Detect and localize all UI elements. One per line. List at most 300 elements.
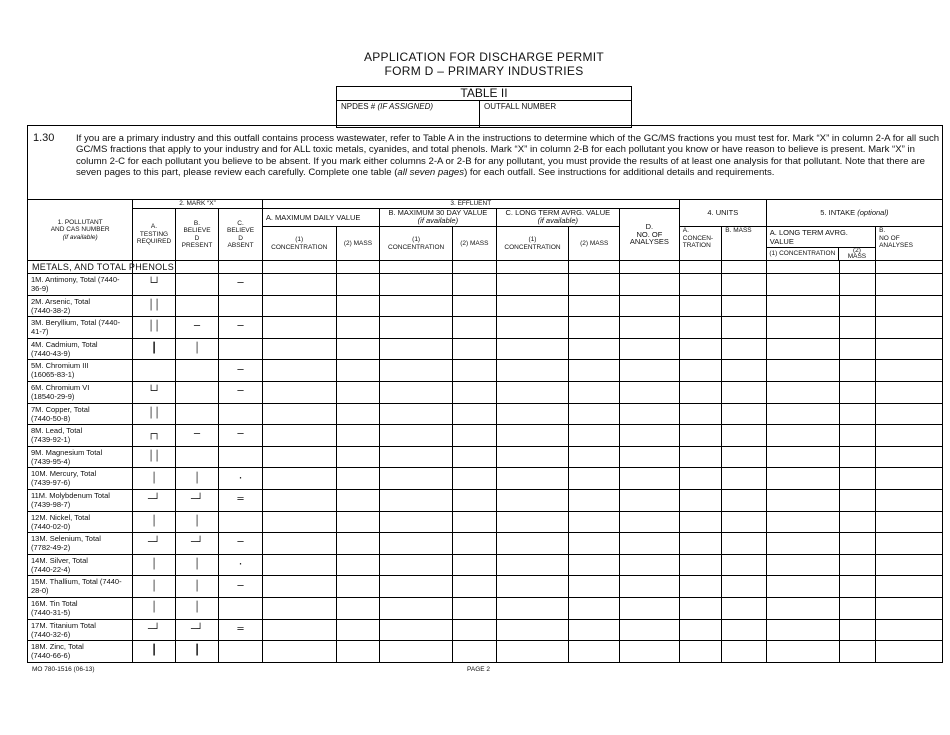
eff-b-mass-input[interactable] bbox=[453, 468, 497, 490]
intake-mass-input[interactable] bbox=[839, 274, 875, 296]
units-mass-input[interactable] bbox=[722, 274, 767, 296]
eff-b-mass-input[interactable] bbox=[453, 533, 497, 555]
eff-a-mass-input[interactable] bbox=[336, 554, 380, 576]
mark-c-cell[interactable] bbox=[219, 468, 263, 490]
eff-c-conc-input[interactable] bbox=[496, 511, 569, 533]
eff-a-mass-input[interactable] bbox=[336, 619, 380, 641]
mark-b-cell[interactable] bbox=[175, 597, 219, 619]
eff-a-mass-input[interactable] bbox=[336, 425, 380, 447]
eff-c-conc-1: (1) bbox=[528, 236, 537, 243]
eff-c-conc-input[interactable] bbox=[496, 641, 569, 663]
eff-c-mass-input[interactable] bbox=[569, 468, 620, 490]
eff-b-mass-input[interactable] bbox=[453, 403, 497, 425]
intake-mass-input[interactable] bbox=[839, 511, 875, 533]
eff-analyses-input[interactable] bbox=[620, 274, 680, 296]
eff-c-conc-input[interactable] bbox=[496, 468, 569, 490]
eff-c-conc-input[interactable] bbox=[496, 489, 569, 511]
units-mass-input[interactable] bbox=[722, 511, 767, 533]
eff-c-conc-input[interactable] bbox=[496, 317, 569, 339]
mark-c-cell[interactable] bbox=[219, 576, 263, 598]
units-mass-input[interactable] bbox=[722, 468, 767, 490]
eff-a-mass-input[interactable] bbox=[336, 533, 380, 555]
eff-a-mass-input[interactable] bbox=[336, 597, 380, 619]
mark-b-cell[interactable] bbox=[175, 381, 219, 403]
eff-c-mass-input[interactable] bbox=[569, 425, 620, 447]
intake-mass-input[interactable] bbox=[839, 641, 875, 663]
units-mass-input[interactable] bbox=[722, 489, 767, 511]
eff-a-conc-input[interactable] bbox=[262, 274, 336, 296]
mark-c-cell[interactable] bbox=[219, 317, 263, 339]
eff-c-mass-input[interactable] bbox=[569, 360, 620, 382]
pollutant-name-line1: 15M. Thallium, Total (7440- bbox=[31, 577, 122, 587]
eff-c-mass-input[interactable] bbox=[569, 576, 620, 598]
units-mass-input[interactable] bbox=[722, 446, 767, 468]
eff-analyses-input[interactable] bbox=[620, 576, 680, 598]
pollutant-name-line2: (7439-92-1) bbox=[31, 435, 71, 445]
eff-analyses-input[interactable] bbox=[620, 468, 680, 490]
mark-b-cell[interactable] bbox=[175, 641, 219, 663]
mark-b-cell[interactable] bbox=[175, 489, 219, 511]
intake-mass-input[interactable] bbox=[839, 468, 875, 490]
eff-a-conc-input[interactable] bbox=[262, 360, 336, 382]
units-conc-input[interactable] bbox=[679, 446, 722, 468]
intake-mass-input[interactable] bbox=[839, 295, 875, 317]
col-pollutant-line1: 1. POLLUTANT bbox=[57, 218, 103, 226]
eff-a-mass-input[interactable] bbox=[336, 360, 380, 382]
eff-b-mass-input[interactable] bbox=[453, 489, 497, 511]
intake-conc-input[interactable] bbox=[766, 338, 839, 360]
eff-b-conc-input[interactable] bbox=[380, 641, 453, 663]
eff-b-conc-input[interactable] bbox=[380, 489, 453, 511]
eff-analyses-input[interactable] bbox=[620, 360, 680, 382]
eff-c-mass-input[interactable] bbox=[569, 619, 620, 641]
eff-c-mass-input[interactable] bbox=[569, 274, 620, 296]
mark-a-cell[interactable] bbox=[133, 338, 176, 360]
units-conc-input[interactable] bbox=[679, 295, 722, 317]
intake-conc-input[interactable] bbox=[766, 597, 839, 619]
eff-c-mass-input[interactable] bbox=[569, 317, 620, 339]
mark-c-cell[interactable] bbox=[219, 425, 263, 447]
mark-c-cell[interactable] bbox=[219, 338, 263, 360]
eff-a-mass-input[interactable] bbox=[336, 641, 380, 663]
mark-b-cell[interactable] bbox=[175, 554, 219, 576]
eff-c-conc-input[interactable] bbox=[496, 533, 569, 555]
units-mass-input[interactable] bbox=[722, 403, 767, 425]
mark-c-cell[interactable] bbox=[219, 533, 263, 555]
intake-analyses-input[interactable] bbox=[876, 554, 943, 576]
col-units-mass: B. MASS bbox=[722, 227, 767, 261]
intake-conc-input[interactable] bbox=[766, 403, 839, 425]
eff-analyses-input[interactable] bbox=[620, 619, 680, 641]
units-mass-input[interactable] bbox=[722, 554, 767, 576]
units-conc-input[interactable] bbox=[679, 317, 722, 339]
intake-mass-input[interactable] bbox=[839, 489, 875, 511]
eff-b-conc-input[interactable] bbox=[380, 360, 453, 382]
intake-mass-input[interactable] bbox=[839, 381, 875, 403]
outfall-number-field[interactable] bbox=[480, 101, 560, 127]
eff-c-conc-input[interactable] bbox=[496, 295, 569, 317]
pollutant-name-line1: 17M. Titanium Total bbox=[31, 620, 96, 630]
intake-conc-input[interactable] bbox=[766, 381, 839, 403]
eff-a-conc-input[interactable] bbox=[262, 533, 336, 555]
eff-a-conc-input[interactable] bbox=[262, 446, 336, 468]
eff-a-mass-input[interactable] bbox=[336, 489, 380, 511]
eff-c-conc-input[interactable] bbox=[496, 274, 569, 296]
eff-c-mass-input[interactable] bbox=[569, 489, 620, 511]
intake-analyses-input[interactable] bbox=[876, 381, 943, 403]
eff-c-conc-input[interactable] bbox=[496, 338, 569, 360]
mark-b-cell[interactable] bbox=[175, 317, 219, 339]
units-conc-input[interactable] bbox=[679, 489, 722, 511]
mark-a-cell[interactable] bbox=[133, 576, 176, 598]
units-conc-input[interactable] bbox=[679, 338, 722, 360]
eff-a-mass-input[interactable] bbox=[336, 576, 380, 598]
col-units-conc bbox=[679, 227, 722, 261]
units-conc-input[interactable] bbox=[679, 425, 722, 447]
mark-b-cell[interactable] bbox=[175, 403, 219, 425]
eff-c-conc-input[interactable] bbox=[496, 425, 569, 447]
eff-c-mass-input[interactable] bbox=[569, 295, 620, 317]
mark-a-cell[interactable] bbox=[133, 641, 176, 663]
eff-analyses-input[interactable] bbox=[620, 403, 680, 425]
instructions-number: 1.30 bbox=[33, 132, 55, 144]
eff-b-conc-input[interactable] bbox=[380, 295, 453, 317]
intake-analyses-input[interactable] bbox=[876, 619, 943, 641]
eff-a-mass-input[interactable] bbox=[336, 446, 380, 468]
units-mass-input[interactable] bbox=[722, 317, 767, 339]
units-mass-input[interactable] bbox=[722, 338, 767, 360]
intake-conc-input[interactable] bbox=[766, 295, 839, 317]
eff-c-mass-input[interactable] bbox=[569, 641, 620, 663]
eff-b-conc-input[interactable] bbox=[380, 533, 453, 555]
units-mass-input[interactable] bbox=[722, 576, 767, 598]
eff-a-conc-input[interactable] bbox=[262, 597, 336, 619]
mark-a-cell[interactable] bbox=[133, 425, 176, 447]
eff-a-conc-input[interactable] bbox=[262, 489, 336, 511]
units-conc-input[interactable] bbox=[679, 511, 722, 533]
eff-c-conc-input[interactable] bbox=[496, 576, 569, 598]
intake-conc-input[interactable] bbox=[766, 425, 839, 447]
eff-b-conc-input[interactable] bbox=[380, 576, 453, 598]
section-fill-5 bbox=[336, 261, 380, 274]
eff-analyses-input[interactable] bbox=[620, 554, 680, 576]
mark-c-cell[interactable] bbox=[219, 403, 263, 425]
eff-a-conc-input[interactable] bbox=[262, 641, 336, 663]
mark-b-cell[interactable] bbox=[175, 360, 219, 382]
intake-mass-input[interactable] bbox=[839, 533, 875, 555]
intake-analyses-input[interactable] bbox=[876, 274, 943, 296]
eff-analyses-input[interactable] bbox=[620, 381, 680, 403]
mark-a-cell[interactable] bbox=[133, 489, 176, 511]
units-a-line2: CONCEN- bbox=[682, 234, 714, 242]
eff-b-conc-input[interactable] bbox=[380, 403, 453, 425]
pollutant-name-line2: (7440-32-6) bbox=[31, 629, 71, 639]
eff-c-conc-input[interactable] bbox=[496, 403, 569, 425]
eff-a-mass-input[interactable] bbox=[336, 403, 380, 425]
eff-analyses-input[interactable] bbox=[620, 641, 680, 663]
intake-conc-input[interactable] bbox=[766, 554, 839, 576]
eff-analyses-input[interactable] bbox=[620, 446, 680, 468]
mark-a-cell[interactable] bbox=[133, 360, 176, 382]
eff-c-mass-input[interactable] bbox=[569, 381, 620, 403]
eff-c-mass-input[interactable] bbox=[569, 446, 620, 468]
units-conc-input[interactable] bbox=[679, 274, 722, 296]
eff-a-conc-input[interactable] bbox=[262, 295, 336, 317]
eff-a-mass-input[interactable] bbox=[336, 338, 380, 360]
mark-a-cell[interactable] bbox=[133, 274, 176, 296]
mark-c-value: ═ bbox=[237, 623, 244, 635]
intake-analyses-input[interactable] bbox=[876, 597, 943, 619]
eff-a-mass-input[interactable] bbox=[336, 381, 380, 403]
mark-a-cell[interactable] bbox=[133, 597, 176, 619]
eff-b-mass-input[interactable] bbox=[453, 338, 497, 360]
units-mass-input[interactable] bbox=[722, 381, 767, 403]
mark-b-cell[interactable] bbox=[175, 619, 219, 641]
eff-a-conc-input[interactable] bbox=[262, 317, 336, 339]
intake-analyses-input[interactable] bbox=[876, 425, 943, 447]
eff-b-mass-input[interactable] bbox=[453, 425, 497, 447]
intake-mass-input[interactable] bbox=[839, 619, 875, 641]
eff-b-conc-input[interactable] bbox=[380, 425, 453, 447]
eff-a-conc-input[interactable] bbox=[262, 511, 336, 533]
eff-b-mass-input[interactable] bbox=[453, 274, 497, 296]
eff-b-conc-input[interactable] bbox=[380, 511, 453, 533]
mark-a-cell[interactable] bbox=[133, 511, 176, 533]
intake-conc-input[interactable] bbox=[766, 446, 839, 468]
mark-a-value: ││ bbox=[147, 407, 161, 419]
mark-c-cell[interactable] bbox=[219, 641, 263, 663]
col-mark-x-header: 2. MARK “X” bbox=[133, 200, 263, 209]
intake-mass-input[interactable] bbox=[839, 317, 875, 339]
eff-b-conc-input[interactable] bbox=[380, 597, 453, 619]
mark-b-cell[interactable] bbox=[175, 511, 219, 533]
mark-a-value: │ bbox=[150, 472, 158, 484]
intake-mass-input[interactable] bbox=[839, 360, 875, 382]
eff-analyses-input[interactable] bbox=[620, 317, 680, 339]
eff-c-conc-input[interactable] bbox=[496, 597, 569, 619]
intake-conc-input[interactable] bbox=[766, 468, 839, 490]
mark-b-cell[interactable] bbox=[175, 468, 219, 490]
eff-analyses-input[interactable] bbox=[620, 511, 680, 533]
eff-analyses-input[interactable] bbox=[620, 597, 680, 619]
intake-conc-input[interactable] bbox=[766, 576, 839, 598]
units-mass-input[interactable] bbox=[722, 641, 767, 663]
eff-a-conc-input[interactable] bbox=[262, 338, 336, 360]
eff-c-mass-input[interactable] bbox=[569, 533, 620, 555]
intake-analyses-input[interactable] bbox=[876, 468, 943, 490]
eff-b-conc-input[interactable] bbox=[380, 338, 453, 360]
pollutant-name-cell bbox=[28, 381, 133, 403]
eff-analyses-input[interactable] bbox=[620, 425, 680, 447]
eff-a-mass-input[interactable] bbox=[336, 295, 380, 317]
mark-c-cell[interactable] bbox=[219, 511, 263, 533]
eff-a-mass-input[interactable] bbox=[336, 511, 380, 533]
intake-mass-input[interactable] bbox=[839, 576, 875, 598]
col-intake-a bbox=[766, 227, 875, 261]
intake-analyses-input[interactable] bbox=[876, 511, 943, 533]
units-conc-input[interactable] bbox=[679, 619, 722, 641]
eff-a-mass-input[interactable] bbox=[336, 468, 380, 490]
intake-analyses-input[interactable] bbox=[876, 338, 943, 360]
eff-b-mass-input[interactable] bbox=[453, 576, 497, 598]
units-conc-input[interactable] bbox=[679, 533, 722, 555]
mark-a-cell[interactable] bbox=[133, 446, 176, 468]
mark-b-cell[interactable] bbox=[175, 338, 219, 360]
mark-c-value: ─ bbox=[237, 321, 244, 333]
units-mass-input[interactable] bbox=[722, 619, 767, 641]
mark-c-cell[interactable] bbox=[219, 274, 263, 296]
intake-mass-input[interactable] bbox=[839, 597, 875, 619]
intake-analyses-input[interactable] bbox=[876, 295, 943, 317]
eff-c-mass-input[interactable] bbox=[569, 511, 620, 533]
intake-mass-input[interactable] bbox=[839, 403, 875, 425]
units-conc-input[interactable] bbox=[679, 468, 722, 490]
eff-b-mass-input[interactable] bbox=[453, 554, 497, 576]
eff-c-mass-input[interactable] bbox=[569, 403, 620, 425]
units-mass-input[interactable] bbox=[722, 533, 767, 555]
eff-b-mass-input[interactable] bbox=[453, 511, 497, 533]
pollutant-name-cell bbox=[28, 619, 133, 641]
eff-a-mass-input[interactable] bbox=[336, 317, 380, 339]
pollutant-name-line1: 9M. Magnesium Total bbox=[31, 447, 103, 457]
eff-analyses-input[interactable] bbox=[620, 295, 680, 317]
mark-b-value: ─┘ bbox=[190, 537, 204, 549]
mark-c-cell[interactable] bbox=[219, 597, 263, 619]
mark-b-cell[interactable] bbox=[175, 446, 219, 468]
units-conc-input[interactable] bbox=[679, 360, 722, 382]
eff-b-mass-input[interactable] bbox=[453, 295, 497, 317]
mark-a-cell[interactable] bbox=[133, 468, 176, 490]
units-conc-input[interactable] bbox=[679, 381, 722, 403]
intake-conc-input[interactable] bbox=[766, 317, 839, 339]
eff-b-conc-input[interactable] bbox=[380, 381, 453, 403]
mark-c-cell[interactable] bbox=[219, 489, 263, 511]
intake-mass-input[interactable] bbox=[839, 338, 875, 360]
intake-mass-input[interactable] bbox=[839, 446, 875, 468]
intake-analyses-input[interactable] bbox=[876, 360, 943, 382]
pollutant-name-cell bbox=[28, 533, 133, 555]
eff-a-conc-input[interactable] bbox=[262, 381, 336, 403]
eff-c-conc-input[interactable] bbox=[496, 381, 569, 403]
mark-b-cell[interactable] bbox=[175, 425, 219, 447]
eff-a-conc-input[interactable] bbox=[262, 468, 336, 490]
eff-analyses-input[interactable] bbox=[620, 489, 680, 511]
eff-analyses-input[interactable] bbox=[620, 338, 680, 360]
intake-conc-input[interactable] bbox=[766, 533, 839, 555]
units-conc-input[interactable] bbox=[679, 597, 722, 619]
eff-a-conc-input[interactable] bbox=[262, 576, 336, 598]
eff-analyses-input[interactable] bbox=[620, 533, 680, 555]
mark-c-cell[interactable] bbox=[219, 295, 263, 317]
units-conc-input[interactable] bbox=[679, 576, 722, 598]
eff-b-mass-input[interactable] bbox=[453, 619, 497, 641]
mark-c-cell[interactable] bbox=[219, 619, 263, 641]
mark-c-cell[interactable] bbox=[219, 360, 263, 382]
mark-b-cell[interactable] bbox=[175, 274, 219, 296]
intake-mass-input[interactable] bbox=[839, 425, 875, 447]
eff-c-mass-input[interactable] bbox=[569, 338, 620, 360]
col-eff-c-mass: (2) MASS bbox=[569, 227, 620, 261]
eff-b-conc-1: (1) bbox=[412, 236, 421, 243]
mark-b-cell[interactable] bbox=[175, 295, 219, 317]
eff-c-conc-input[interactable] bbox=[496, 360, 569, 382]
eff-b-mass-input[interactable] bbox=[453, 381, 497, 403]
mark-c-line1: C. bbox=[237, 219, 244, 227]
eff-a-conc-input[interactable] bbox=[262, 403, 336, 425]
intake-conc-input[interactable] bbox=[766, 360, 839, 382]
eff-c-conc-input[interactable] bbox=[496, 619, 569, 641]
eff-b-mass-input[interactable] bbox=[453, 641, 497, 663]
eff-a-conc-input[interactable] bbox=[262, 619, 336, 641]
eff-c-conc-input[interactable] bbox=[496, 554, 569, 576]
eff-a-mass-input[interactable] bbox=[336, 274, 380, 296]
intake-conc-input[interactable] bbox=[766, 274, 839, 296]
units-mass-input[interactable] bbox=[722, 295, 767, 317]
intake-analyses-input[interactable] bbox=[876, 446, 943, 468]
eff-b-mass-input[interactable] bbox=[453, 446, 497, 468]
eff-b-conc-input[interactable] bbox=[380, 274, 453, 296]
units-conc-input[interactable] bbox=[679, 554, 722, 576]
mark-a-cell[interactable] bbox=[133, 619, 176, 641]
mark-a-cell[interactable] bbox=[133, 381, 176, 403]
intake-mass-input[interactable] bbox=[839, 554, 875, 576]
mark-b-cell[interactable] bbox=[175, 533, 219, 555]
mark-a-cell[interactable] bbox=[133, 554, 176, 576]
pollutant-name-cell bbox=[28, 446, 133, 468]
npdes-field[interactable] bbox=[337, 101, 480, 127]
mark-c-cell[interactable] bbox=[219, 446, 263, 468]
eff-a-conc-input[interactable] bbox=[262, 554, 336, 576]
intake-conc-input[interactable] bbox=[766, 489, 839, 511]
eff-b-conc-input[interactable] bbox=[380, 446, 453, 468]
mark-c-cell[interactable] bbox=[219, 554, 263, 576]
intake-conc-input[interactable] bbox=[766, 641, 839, 663]
mark-a-cell[interactable] bbox=[133, 403, 176, 425]
units-conc-input[interactable] bbox=[679, 403, 722, 425]
intake-conc-input[interactable] bbox=[766, 619, 839, 641]
intake-conc-input[interactable] bbox=[766, 511, 839, 533]
units-mass-input[interactable] bbox=[722, 425, 767, 447]
intake-analyses-input[interactable] bbox=[876, 403, 943, 425]
eff-b-conc-input[interactable] bbox=[380, 619, 453, 641]
eff-b-mass-input[interactable] bbox=[453, 317, 497, 339]
mark-a-cell[interactable] bbox=[133, 295, 176, 317]
mark-a-cell[interactable] bbox=[133, 533, 176, 555]
mark-a-cell[interactable] bbox=[133, 317, 176, 339]
mark-c-cell[interactable] bbox=[219, 381, 263, 403]
mark-b-cell[interactable] bbox=[175, 576, 219, 598]
mark-b-value: │ bbox=[193, 515, 201, 527]
units-conc-input[interactable] bbox=[679, 641, 722, 663]
eff-c-mass-input[interactable] bbox=[569, 554, 620, 576]
intake-analyses-input[interactable] bbox=[876, 641, 943, 663]
eff-b-mass-input[interactable] bbox=[453, 597, 497, 619]
eff-b-conc-input[interactable] bbox=[380, 317, 453, 339]
intake-analyses-input[interactable] bbox=[876, 317, 943, 339]
intake-analyses-input[interactable] bbox=[876, 533, 943, 555]
pollutant-name-line1: 12M. Nickel, Total bbox=[31, 512, 91, 522]
intake-analyses-input[interactable] bbox=[876, 489, 943, 511]
eff-c-conc-input[interactable] bbox=[496, 446, 569, 468]
eff-b-conc-input[interactable] bbox=[380, 554, 453, 576]
eff-a-conc-input[interactable] bbox=[262, 425, 336, 447]
intake-analyses-input[interactable] bbox=[876, 576, 943, 598]
eff-b-mass-input[interactable] bbox=[453, 360, 497, 382]
units-mass-input[interactable] bbox=[722, 597, 767, 619]
units-mass-input[interactable] bbox=[722, 360, 767, 382]
eff-c-mass-input[interactable] bbox=[569, 597, 620, 619]
eff-b-conc-input[interactable] bbox=[380, 468, 453, 490]
